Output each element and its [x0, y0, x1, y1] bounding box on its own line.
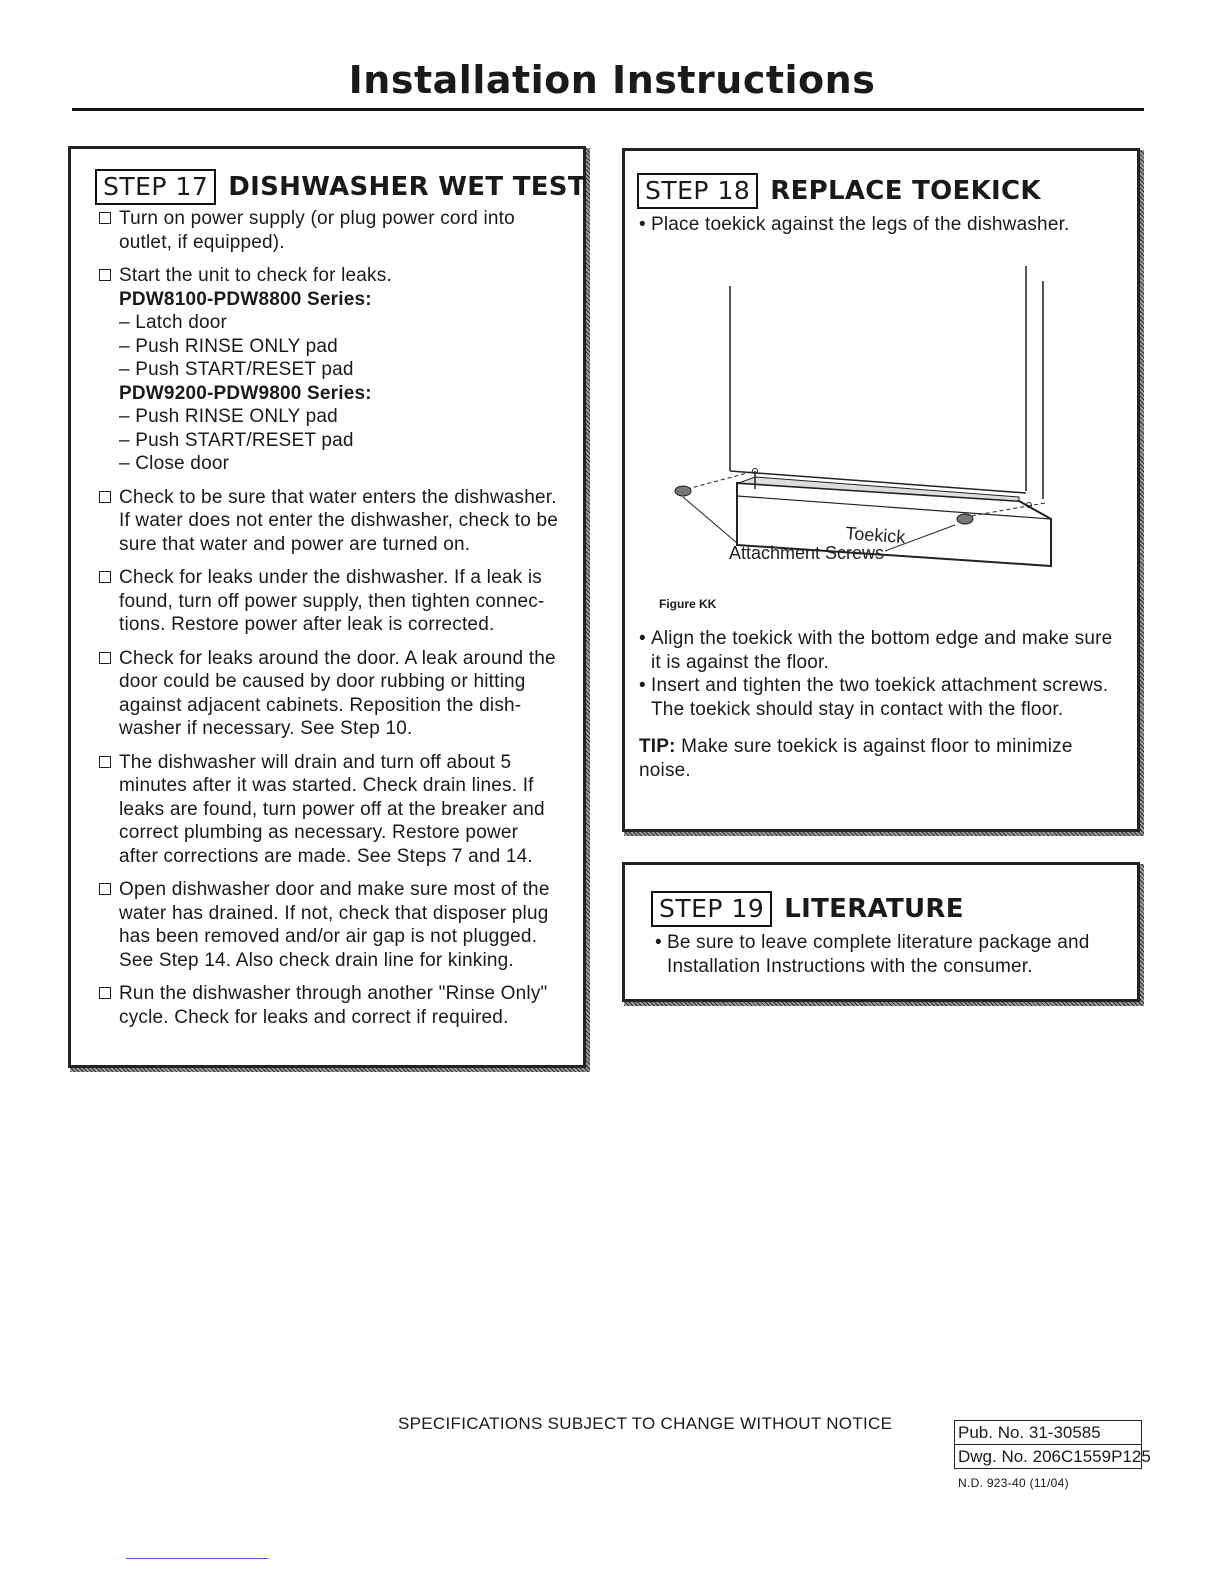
checkbox-icon [99, 652, 111, 664]
figure-caption: Figure KK [659, 597, 717, 611]
pub-number: Pub. No. 31-30585 [958, 1423, 1101, 1442]
step17-list [97, 207, 577, 1029]
step19-title: LITERATURE [784, 894, 964, 924]
series-a-step: – Push RINSE ONLY pad [119, 335, 338, 357]
checkbox-icon [99, 883, 111, 895]
step19-box [622, 862, 1140, 1002]
checklist-item: Check to be sure that water enters the dishwasher. If water does not enter the dishwasher, check to be sure that water and power are turned on. [97, 486, 577, 557]
page-link-underline [126, 1558, 268, 1559]
tip-label: TIP: [639, 736, 676, 757]
checkbox-icon [99, 756, 111, 768]
step19-bullet: • Be sure to leave complete literature package and Installation Instructions with the consumer. [655, 931, 1137, 978]
step17-heading [95, 169, 586, 205]
checklist-item: The dishwasher will drain and turn off about 5 minutes after it was started. Check drain lines. If leaks are found, turn power off at the breaker and correct plumbing as necessary. Restore power after corrections are made. See Steps 7 and 14. [97, 751, 577, 869]
bullet-item: • Align the toekick with the bottom edge and make sure it is against the floor. [639, 627, 1135, 674]
specifications-notice: SPECIFICATIONS SUBJECT TO CHANGE WITHOUT NOTICE [398, 1414, 893, 1433]
title-rule [72, 108, 1144, 111]
step18-title: REPLACE TOEKICK [770, 176, 1041, 206]
series-a-step: – Push START/RESET pad [119, 359, 354, 380]
checkbox-icon [99, 571, 111, 583]
figure-label-toekick: Toekick [844, 523, 907, 548]
step19-heading [651, 891, 964, 927]
series-a-step: – Latch door [119, 312, 228, 333]
series-b-step: – Close door [119, 453, 230, 474]
nd-code: N.D. 923-40 (11/04) [958, 1476, 1069, 1490]
step17-box [68, 146, 586, 1068]
publication-box [954, 1420, 1151, 1469]
toekick-figure [655, 261, 1075, 591]
page-title: Installation Instructions [348, 58, 876, 102]
series-b-step: – Push START/RESET pad [119, 429, 354, 451]
step18-box [622, 148, 1140, 832]
checkbox-icon [99, 491, 111, 503]
step18-intro: • Place toekick against the legs of the dishwasher. [639, 213, 1141, 237]
step17-tag: STEP 17 [95, 169, 216, 205]
series-b-step: – Push RINSE ONLY pad [119, 406, 338, 427]
step18-heading [637, 173, 1041, 209]
checkbox-icon [99, 269, 111, 281]
series-a-title: PDW8100-PDW8800 Series: [119, 288, 372, 310]
bullet-item: • Insert and tighten the two toekick attachment screws. The toekick should stay in contact with the floor. [639, 674, 1135, 721]
checkbox-icon [99, 987, 111, 999]
step18-bullets [639, 627, 1135, 782]
series-b-title: PDW9200-PDW9800 Series: [119, 382, 372, 404]
checklist-item: Run the dishwasher through another "Rinse Only" cycle. Check for leaks and correct if required. [97, 982, 577, 1029]
checklist-item: Turn on power supply (or plug power cord into outlet, if equipped). [97, 207, 577, 254]
tip-note: TIP: Make sure toekick is against floor to minimize noise. [639, 736, 1073, 781]
step19-tag: STEP 19 [651, 891, 772, 927]
step18-tag: STEP 18 [637, 173, 758, 209]
checklist-item: Check for leaks around the door. A leak around the door could be caused by door rubbing or hitting against adjacent cabinets. Reposition the dish- washer if necessary. See Step 10. [97, 647, 577, 741]
checklist-item: Open dishwasher door and make sure most of the water has drained. If not, check that disposer plug has been removed and/or air gap is not plugged. See Step 14. Also check drain line for kinking. [97, 878, 577, 972]
checkbox-icon [99, 212, 111, 224]
figure-label-screws: Attachment Screws [729, 543, 885, 563]
checklist-item: Start the unit to check for leaks. PDW8100-PDW8800 Series: – Latch door – Push RINSE ONLY pad – Push START/RESET pad PDW9200-PDW9800 Series: – Push RINSE ONLY pad – Push START/RESET pad – Close door [97, 264, 577, 476]
step17-title: DISHWASHER WET TEST [228, 172, 586, 202]
dwg-number: Dwg. No. 206C1559P125 [955, 1444, 1141, 1468]
checklist-item: Check for leaks under the dishwasher. If a leak is found, turn off power supply, then tighten connec- tions. Restore power after leak is corrected. [97, 566, 577, 637]
